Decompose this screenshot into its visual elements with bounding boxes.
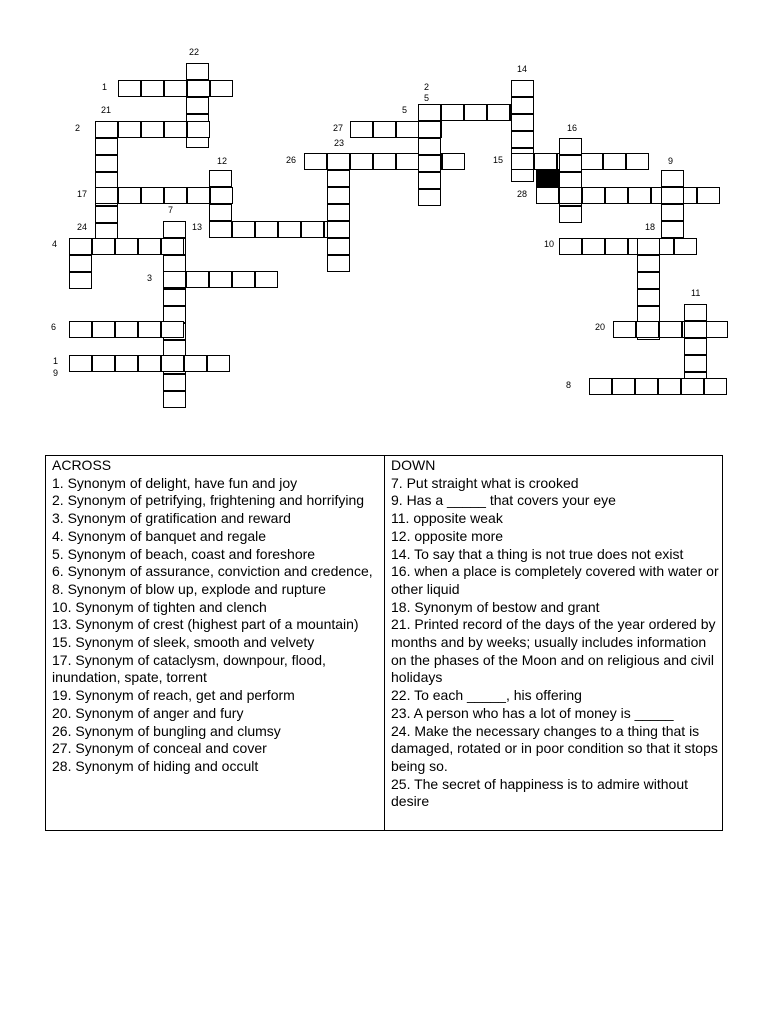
- crossword-cell[interactable]: [301, 221, 324, 238]
- crossword-cell[interactable]: [69, 238, 92, 255]
- down-clue: 9. Has a _____ that covers your eye: [391, 492, 616, 509]
- crossword-cell[interactable]: [161, 355, 184, 372]
- clue-number-label: 2: [424, 82, 430, 92]
- clue-number-label: 1: [102, 82, 108, 92]
- crossword-cell[interactable]: [232, 221, 255, 238]
- crossword-cell[interactable]: [327, 153, 350, 170]
- crossword-cell[interactable]: [637, 238, 660, 255]
- down-clue: 23. A person who has a lot of money is _____: [391, 704, 674, 721]
- crossword-cell[interactable]: [418, 104, 441, 121]
- across-clue: 1. Synonym of delight, have fun and joy: [52, 474, 298, 491]
- crossword-cell[interactable]: [511, 114, 534, 131]
- across-clue: 10. Synonym of tighten and clench: [52, 598, 267, 615]
- crossword-cell[interactable]: [118, 121, 141, 138]
- clue-number-label: 20: [595, 322, 606, 332]
- crossword-cell[interactable]: [658, 378, 681, 395]
- crossword-cell[interactable]: [327, 255, 350, 272]
- crossword-cell[interactable]: [304, 153, 327, 170]
- crossword-cell[interactable]: [164, 121, 187, 138]
- down-clue: 14. To say that a thing is not true does not exist: [391, 545, 684, 562]
- clue-number-label: 8: [566, 380, 572, 390]
- crossword-cell[interactable]: [186, 97, 209, 114]
- crossword-cell[interactable]: [373, 121, 396, 138]
- across-clue: 26. Synonym of bungling and clumsy: [52, 722, 281, 739]
- crossword-cell[interactable]: [661, 204, 684, 221]
- crossword-cell[interactable]: [187, 187, 210, 204]
- crossword-cell[interactable]: [559, 187, 582, 204]
- crossword-cell[interactable]: [487, 104, 510, 121]
- crossword-cell[interactable]: [163, 221, 186, 238]
- clue-number-label: 28: [517, 189, 528, 199]
- across-clues: [46, 456, 385, 830]
- across-clue: 5. Synonym of beach, coast and foreshore: [52, 545, 316, 562]
- crossword-cell[interactable]: [628, 187, 651, 204]
- crossword-cell[interactable]: [115, 321, 138, 338]
- crossword-cell[interactable]: [464, 104, 487, 121]
- clue-number-label: 17: [77, 189, 88, 199]
- crossword-cell[interactable]: [396, 121, 419, 138]
- crossword-cell[interactable]: [684, 304, 707, 321]
- crossword-cell[interactable]: [92, 321, 115, 338]
- across-clue: 19. Synonym of reach, get and perform: [52, 687, 295, 704]
- clue-table: [45, 455, 723, 831]
- clue-number-label: 5: [424, 93, 430, 103]
- crossword-cell[interactable]: [613, 321, 636, 338]
- crossword-cell[interactable]: [327, 238, 350, 255]
- crossword-cell[interactable]: [684, 355, 707, 372]
- crossword-cell[interactable]: [69, 321, 92, 338]
- crossword-cell[interactable]: [161, 321, 184, 338]
- crossword-cell[interactable]: [636, 321, 659, 338]
- crossword-cell[interactable]: [92, 238, 115, 255]
- clue-number-label: 1: [53, 356, 59, 366]
- shaded-cell: [536, 170, 559, 187]
- crossword-cell[interactable]: [118, 80, 141, 97]
- crossword-cell[interactable]: [210, 187, 233, 204]
- crossword-cell[interactable]: [536, 187, 559, 204]
- crossword-cell[interactable]: [184, 355, 207, 372]
- crossword-cell[interactable]: [582, 238, 605, 255]
- crossword-cell[interactable]: [589, 378, 612, 395]
- crossword-cell[interactable]: [582, 187, 605, 204]
- crossword-cell[interactable]: [418, 155, 441, 172]
- crossword-cell[interactable]: [255, 271, 278, 288]
- down-clue: 16. when a place is completely covered with water or other liquid: [391, 563, 719, 597]
- crossword-cell[interactable]: [163, 289, 186, 306]
- crossword-cell[interactable]: [255, 221, 278, 238]
- crossword-cell[interactable]: [163, 391, 186, 408]
- crossword-cell[interactable]: [418, 121, 441, 138]
- crossword-cell[interactable]: [69, 272, 92, 289]
- down-heading: DOWN: [391, 457, 436, 473]
- crossword-cell[interactable]: [327, 204, 350, 221]
- crossword-cell[interactable]: [441, 104, 464, 121]
- across-clue: 2. Synonym of petrifying, frightening and horrifying: [52, 492, 365, 509]
- crossword-cell[interactable]: [209, 204, 232, 221]
- crossword-cell[interactable]: [115, 238, 138, 255]
- down-clue: 25. The secret of happiness is to admire without desire: [391, 775, 689, 810]
- clue-number-label: 3: [147, 273, 153, 283]
- clue-number-label: 9: [668, 156, 674, 166]
- crossword-cell[interactable]: [163, 374, 186, 391]
- crossword-cell[interactable]: [138, 238, 161, 255]
- crossword-cell[interactable]: [327, 170, 350, 187]
- clue-number-label: 13: [192, 222, 203, 232]
- crossword-cell[interactable]: [442, 153, 465, 170]
- crossword-cell[interactable]: [95, 138, 118, 155]
- crossword-cell[interactable]: [637, 272, 660, 289]
- crossword-cell[interactable]: [118, 187, 141, 204]
- clue-number-label: 12: [217, 156, 228, 166]
- crossword-cell[interactable]: [209, 170, 232, 187]
- clue-number-label: 2: [75, 123, 81, 133]
- crossword-cell[interactable]: [207, 355, 230, 372]
- crossword-cell[interactable]: [418, 138, 441, 155]
- crossword-cell[interactable]: [69, 255, 92, 272]
- crossword-cell[interactable]: [559, 155, 582, 172]
- clue-number-label: 5: [402, 105, 408, 115]
- down-clue: 11. opposite weak: [391, 510, 503, 527]
- crossword-cell[interactable]: [559, 138, 582, 155]
- clue-number-label: 11: [691, 288, 701, 298]
- down-clue: 7. Put straight what is crooked: [391, 474, 579, 491]
- crossword-cell[interactable]: [164, 187, 187, 204]
- crossword-cell[interactable]: [418, 172, 441, 189]
- crossword-cell[interactable]: [396, 153, 419, 170]
- crossword-cell[interactable]: [138, 321, 161, 338]
- crossword-cell[interactable]: [186, 63, 209, 80]
- across-clue: 13. Synonym of crest (highest part of a mountain): [52, 616, 359, 633]
- clue-number-label: 10: [544, 239, 555, 249]
- crossword-cell[interactable]: [115, 355, 138, 372]
- clue-number-label: 7: [168, 205, 174, 215]
- crossword-cell[interactable]: [232, 271, 255, 288]
- across-clue: 6. Synonym of assurance, conviction and credence,: [52, 563, 373, 580]
- crossword-cell[interactable]: [705, 321, 728, 338]
- clue-number-label: 21: [101, 105, 112, 115]
- crossword-cell[interactable]: [164, 80, 187, 97]
- crossword-cell[interactable]: [511, 80, 534, 97]
- crossword-cell[interactable]: [637, 255, 660, 272]
- crossword-cell[interactable]: [661, 170, 684, 187]
- crossword-cell[interactable]: [661, 221, 684, 238]
- clue-number-label: 16: [567, 123, 578, 133]
- across-clue: 28. Synonym of hiding and occult: [52, 757, 259, 774]
- clue-number-label: 4: [52, 239, 58, 249]
- crossword-cell[interactable]: [635, 378, 658, 395]
- crossword-cell[interactable]: [637, 289, 660, 306]
- crossword-cell[interactable]: [534, 153, 557, 170]
- crossword-cell[interactable]: [187, 80, 210, 97]
- down-clue: 21. Printed record of the days of the year ordered by months and by weeks; usually includes information on the phases of the Moon and on religious and civil holidays: [391, 616, 716, 686]
- clue-number-label: 26: [286, 155, 297, 165]
- clue-number-label: 6: [51, 322, 57, 332]
- clue-number-label: 27: [333, 123, 344, 133]
- clue-number-label: 9: [53, 368, 59, 378]
- crossword-cell[interactable]: [511, 153, 534, 170]
- crossword-cell[interactable]: [580, 153, 603, 170]
- across-clue: 20. Synonym of anger and fury: [52, 704, 244, 721]
- crossword-cell[interactable]: [327, 221, 350, 238]
- crossword-cell[interactable]: [350, 121, 373, 138]
- clue-number-label: 15: [493, 155, 504, 165]
- crossword-cell[interactable]: [659, 321, 682, 338]
- crossword-cell[interactable]: [373, 153, 396, 170]
- crossword-cell[interactable]: [209, 271, 232, 288]
- crossword-cell[interactable]: [69, 355, 92, 372]
- crossword-cell[interactable]: [626, 153, 649, 170]
- crossword-cell[interactable]: [141, 80, 164, 97]
- crossword-cell[interactable]: [163, 271, 186, 288]
- crossword-cell[interactable]: [278, 221, 301, 238]
- crossword-cell[interactable]: [350, 153, 373, 170]
- down-clue: 12. opposite more: [391, 527, 504, 544]
- crossword-cell[interactable]: [92, 355, 115, 372]
- crossword-cell[interactable]: [141, 187, 164, 204]
- crossword-cell[interactable]: [674, 238, 697, 255]
- clue-number-label: 24: [77, 222, 88, 232]
- crossword-grid: [0, 0, 768, 420]
- crossword-cell[interactable]: [612, 378, 635, 395]
- crossword-cell[interactable]: [138, 355, 161, 372]
- crossword-cell[interactable]: [163, 255, 186, 272]
- crossword-cell[interactable]: [704, 378, 727, 395]
- down-clue: 24. Make the necessary changes to a thing that is damaged, rotated or in poor condition so that it stops being so.: [391, 722, 718, 774]
- across-clue: 8. Synonym of blow up, explode and rupture: [52, 580, 326, 597]
- clue-number-label: 23: [334, 138, 345, 148]
- across-clue: 27. Synonym of conceal and cover: [52, 740, 267, 757]
- across-heading: ACROSS: [52, 457, 112, 473]
- crossword-cell[interactable]: [95, 206, 118, 223]
- crossword-cell[interactable]: [605, 187, 628, 204]
- clue-number-label: 18: [645, 222, 656, 232]
- crossword-cell[interactable]: [95, 187, 118, 204]
- crossword-cell[interactable]: [684, 338, 707, 355]
- crossword-cell[interactable]: [418, 189, 441, 206]
- clue-number-label: 22: [189, 47, 200, 57]
- crossword-cell[interactable]: [605, 238, 628, 255]
- down-clue: 22. To each _____, his offering: [391, 687, 582, 704]
- crossword-cell[interactable]: [141, 121, 164, 138]
- down-clues: [385, 456, 722, 830]
- crossword-cell[interactable]: [161, 238, 184, 255]
- clue-number-label: 14: [517, 64, 528, 74]
- crossword-cell[interactable]: [95, 155, 118, 172]
- across-clue: 15. Synonym of sleek, smooth and velvety: [52, 634, 315, 651]
- crossword-cell[interactable]: [511, 97, 534, 114]
- crossword-cell[interactable]: [603, 153, 626, 170]
- crossword-cell[interactable]: [697, 187, 720, 204]
- across-clue: 17. Synonym of cataclysm, downpour, flood, inundation, spate, torrent: [52, 651, 326, 686]
- crossword-cell[interactable]: [210, 80, 233, 97]
- crossword-cell[interactable]: [186, 271, 209, 288]
- crossword-cell[interactable]: [327, 187, 350, 204]
- crossword-cell[interactable]: [95, 121, 118, 138]
- crossword-cell[interactable]: [559, 206, 582, 223]
- crossword-cell[interactable]: [661, 187, 684, 204]
- down-clue: 18. Synonym of bestow and grant: [391, 598, 600, 615]
- crossword-cell[interactable]: [684, 321, 707, 338]
- crossword-cell[interactable]: [559, 238, 582, 255]
- across-clue: 4. Synonym of banquet and regale: [52, 527, 267, 544]
- crossword-cell[interactable]: [681, 378, 704, 395]
- across-clue: 3. Synonym of gratification and reward: [52, 510, 291, 527]
- crossword-cell[interactable]: [187, 121, 210, 138]
- crossword-cell[interactable]: [511, 131, 534, 148]
- crossword-cell[interactable]: [209, 221, 232, 238]
